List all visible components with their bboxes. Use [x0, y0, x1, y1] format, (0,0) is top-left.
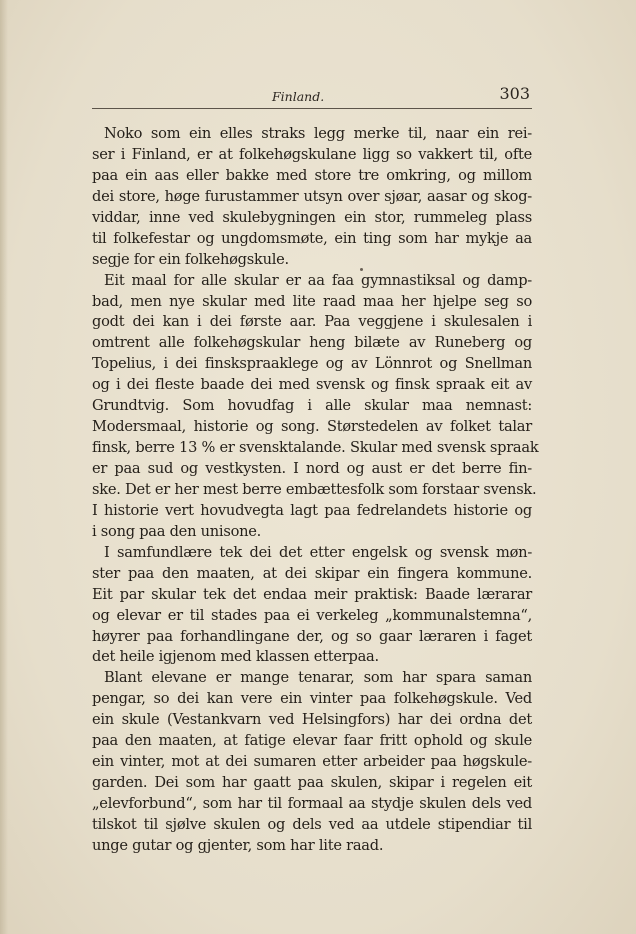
text-line: segje for ein folkehøgskule. — [92, 250, 289, 268]
text-line: Eit maal for alle skular er aa faa gymnastiksal og damp- — [104, 271, 532, 289]
text-line: og i dei fleste baade dei med svensk og finsk spraak eit av — [92, 376, 532, 394]
text-line: tilskot til sjølve skulen og dels ved aa utdele stipendiar til — [92, 815, 532, 833]
text-line: „elevforbund“, som har til formaal aa stydje skulen dels ved — [92, 795, 532, 812]
text-line: ster paa den maaten, at dei skipar ein fingera kommune. — [92, 564, 532, 582]
text-line: I historie vert hovudvegta lagt paa fedrelandets historie og — [92, 501, 532, 519]
text-line: finsk, berre 13 % er svensktalande. Skular med svensk spraak — [92, 439, 539, 457]
text-line: godt dei kan i dei første aar. Paa veggjene i skulesalen i — [92, 313, 532, 331]
text-line: i song paa den unisone. — [92, 522, 262, 540]
text-line: Noko som ein elles straks legg merke til, naar ein rei- — [104, 125, 532, 142]
text-line: paa den maaten, at fatige elevar faar fritt ophold og skule — [92, 732, 532, 750]
text-line: det heile igjenom med klassen etterpaa. — [92, 648, 379, 666]
text-line: og elevar er til stades paa ei verkeleg „kommunalstemna“, — [92, 606, 532, 624]
running-title: Finland. — [272, 89, 325, 104]
text-line: ein vinter, mot at dei sumaren etter arbeider paa høgskule- — [92, 753, 532, 771]
text-line: Grundtvig. Som hovudfag i alle skular maa nemnast: — [92, 397, 532, 415]
text-line: Eit par skular tek det endaa meir praktisk: Baade lærarar — [92, 585, 532, 603]
text-line: høyrer paa forhandlingane der, og so gaar læraren i faget — [92, 627, 532, 645]
text-line: til folkefestar og ungdomsmøte, ein ting som har mykje aa — [92, 229, 532, 247]
page-number: 303 — [499, 84, 530, 103]
text-line: er paa sud og vestkysten. I nord og aust er det berre fin- — [92, 460, 532, 477]
text-line: dei store, høge furustammer utsyn over sjøar, aasar og skog- — [92, 187, 532, 205]
header-rule — [92, 108, 532, 109]
text-line: ske. Det er her mest berre embættesfolk som forstaar svensk. — [92, 480, 537, 498]
text-line: paa ein aas eller bakke med store tre omkring, og millom — [92, 166, 532, 184]
text-line: I samfundlære tek dei det etter engelsk og svensk møn- — [104, 543, 532, 561]
text-line: viddar, inne ved skulebygningen ein stor, rummeleg plass — [92, 208, 532, 226]
text-line: bad, men nye skular med lite raad maa her hjelpe seg so — [92, 292, 532, 310]
text-line: pengar, so dei kan vere ein vinter paa folkehøgskule. Ved — [92, 690, 532, 708]
text-line: ein skule (Vestankvarn ved Helsingfors) har dei ordna det — [92, 711, 532, 729]
text-line: garden. Dei som har gaatt paa skulen, skipar i regelen eit — [92, 774, 532, 792]
text-line: unge gutar og gjenter, som har lite raad. — [92, 836, 384, 854]
text-line: Topelius, i dei finskspraaklege og av Lönnrot og Snellman — [92, 355, 532, 373]
body-text — [92, 124, 539, 857]
text-line: Blant elevane er mange tenarar, som har spara saman — [104, 669, 532, 687]
running-header — [92, 84, 532, 106]
text-line: omtrent alle folkehøgskular heng bilæte av Runeberg og — [92, 334, 532, 352]
text-line: Modersmaal, historie og song. Størstedelen av folket talar — [92, 418, 532, 436]
text-line: ser i Finland, er at folkehøgskulane ligg so vakkert til, ofte — [92, 145, 532, 163]
page-edge-shadow — [0, 0, 8, 934]
